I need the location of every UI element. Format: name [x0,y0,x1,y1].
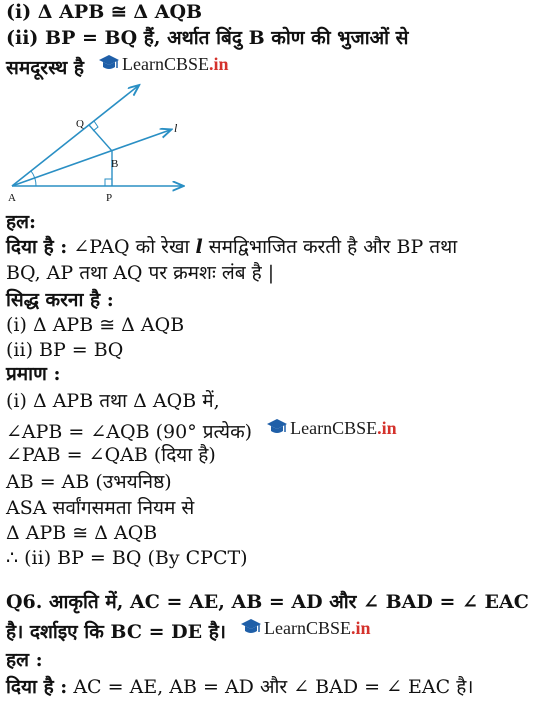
q6-given-label: दिया है : [6,676,68,698]
result-line-3-text: समदूरस्थ है [6,57,84,79]
result-line-1: (i) Δ APB ≅ Δ AQB [6,1,203,23]
proof-line-4: AB = AB (उभयनिष्ठ) [6,471,172,493]
label-b: B [111,158,119,170]
label-q: Q [76,118,84,130]
logo-tld: .in [351,618,371,638]
logo-tld: .in [208,54,229,74]
logo-brand: LearnCBSE [121,54,209,74]
result-line-2 [6,26,409,50]
label-p: P [106,192,113,204]
q6-text-1: आकृति में, [42,591,130,613]
q6-text-2a: है। दर्शाइए कि [6,621,111,643]
given-label: दिया है : [6,236,68,258]
ray-aq [12,86,138,186]
bisector-l [12,130,170,186]
segment-bq [89,125,112,151]
q6-condition-2: BC = DE [110,621,203,643]
given-line-2: BQ, AP तथा AQ पर क्रमशः लंब है | [6,262,275,284]
given-line-1 [6,235,457,259]
q6-line-2 [6,616,371,644]
given-text-2: समद्विभाजित करती है और BP तथा [202,236,458,258]
proof-line-6: Δ APB ≅ Δ AQB [6,522,158,544]
to-prove-heading: सिद्ध करना है : [6,289,114,311]
result-line-2-rest: अर्थात बिंदु B कोण की भुजाओं से [160,27,409,49]
q6-condition-1: AC = AE, AB = AD और ∠ BAD = ∠ EAC [129,591,529,613]
learncbse-logo [266,416,397,440]
result-line-3 [6,52,229,80]
given-line-l: l [195,236,203,258]
q6-number: Q6. [6,591,43,613]
graduation-cap-icon [266,418,288,438]
q6-solution-heading: हल : [6,649,43,671]
q6-line-1 [6,590,529,614]
logo-tld: .in [377,418,397,438]
given-text-1: ∠PAQ को रेखा [67,236,196,258]
proof-line-5: ASA सर्वांगसमता नियम से [6,497,195,519]
proof-line-2-text: ∠APB = ∠AQB (90° प्रत्येक) [6,421,253,443]
proof-line-3: ∠PAB = ∠QAB (दिया है) [6,444,216,466]
logo-brand: LearnCBSE [290,418,378,438]
graduation-cap-icon [98,54,120,74]
label-a: A [8,192,16,204]
proof-heading: प्रमाण : [6,363,61,385]
logo-brand: LearnCBSE [264,618,352,638]
proof-line-2 [6,416,397,444]
proof-line-1: (i) Δ APB तथा Δ AQB में, [6,390,220,412]
label-l: l [174,121,178,135]
result-line-2-bold: (ii) BP = BQ हैं, [6,27,161,49]
learncbse-logo [98,52,229,76]
right-angle-p [105,179,112,186]
q6-given-line [6,675,473,699]
angle-bisector-figure [6,78,196,208]
to-prove-1: (i) Δ APB ≅ Δ AQB [6,314,185,336]
graduation-cap-icon [240,618,262,638]
learncbse-logo [240,616,371,640]
solution-heading: हल: [6,211,36,233]
q6-given-text: AC = AE, AB = AD और ∠ BAD = ∠ EAC है। [67,676,474,698]
q6-text-2b: है। [202,621,226,643]
proof-line-7: ∴ (ii) BP = BQ (By CPCT) [6,547,248,569]
to-prove-2: (ii) BP = BQ [6,339,124,361]
